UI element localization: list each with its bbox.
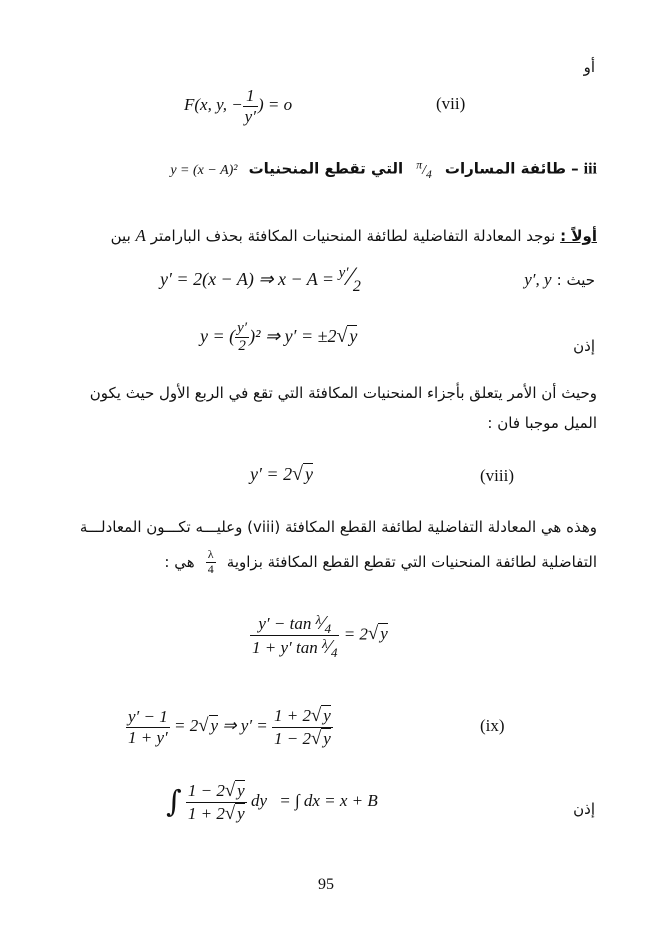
tan-denominator [250,636,339,659]
equation-viii-label: (viii) [480,466,514,485]
deriv-lhs: y′ = 2(x − A) ⇒ x − A = [160,269,335,289]
equation-vii [184,86,292,126]
label-therefore-2: إذن [573,800,595,818]
equation-ix-label: (ix) [480,716,505,735]
integral-sign: ∫ [166,784,182,820]
eq-vii-fraction [243,86,258,126]
ix-rhs-num: 1 + 2 [274,706,312,725]
tan-den-slash: ⁄ [327,636,331,658]
ix-implies: ⇒ y′ = [222,715,268,735]
integral-radicand-2: y [237,803,245,823]
eqy-radical: √ [336,324,348,347]
heading-angle: $^\pi/_4$ [416,158,432,181]
equation-viii [250,463,313,486]
tan-fraction [250,612,339,659]
ix-radical-1: √ [198,714,209,736]
ix-lhs-num: y′ − 1 [128,706,168,726]
paragraph-quadrant-line2: الميل موجبا فان : [487,414,597,432]
integral-radical-2: √ [224,802,236,824]
eq-vii-frac-num: 1 [243,86,258,107]
integral-radical-1: √ [224,780,236,801]
tan-den-angle-num: λ [321,636,328,651]
ix-radicand-2: y [323,706,331,725]
eq-viii-radicand: y [304,464,313,484]
tan-den-text: 1 + y′ tan [252,638,318,657]
integral-denominator [186,803,247,825]
ix-radical-2: √ [311,705,322,726]
eq-vii-prefix: F(x, y, − [184,94,243,114]
ix-mid: = 2 [174,715,199,735]
tan-radicand: y [380,624,388,644]
heading-roman: iii [583,160,597,178]
deriv-slash: ⁄ [348,262,353,291]
integral-den: 1 + 2 [187,803,225,823]
integral-radicand-1: y [237,781,245,800]
tan-num-angle-den: 4 [324,621,332,636]
conjunction-or: أو [583,58,595,76]
integral-fraction [186,780,247,824]
first-tail: بين [110,227,131,245]
viii-angle-num: λ [206,548,216,563]
section-heading [170,158,597,180]
equation-ix [126,705,333,749]
eqy-frac-den: 2 [238,338,246,355]
equation-y [200,320,357,356]
eqy-frac-num: y′ [235,320,249,338]
ix-radical-3: √ [311,727,322,749]
tan-den-angle-den: 4 [330,645,338,660]
eq-vii-frac-den: y′ [244,106,256,126]
integral-dy: dy [250,790,267,810]
eq-viii-radical: √ [292,463,303,485]
note-vars: y′, y [524,270,552,289]
page-number: 95 [318,876,334,893]
eqy-fraction [235,320,249,356]
heading-angle-den: 4 [425,167,432,181]
heading-family: y = (x − A)² [170,162,238,178]
heading-dash: – [571,159,579,178]
equation-integral [166,780,378,824]
tan-numerator [250,612,339,636]
equation-vii-label: (vii) [436,94,466,113]
eqy-mid: )² ⇒ y′ = ±2 [249,325,337,346]
viii-line2-b: هي : [164,552,195,571]
integral-rhs: = ∫ dx = x + B [279,790,378,810]
tan-rhs: = 2 [343,624,368,644]
ix-rhs-fraction [272,705,333,749]
ix-lhs-den: 1 + y′ [128,727,168,747]
tan-num-text: y′ − tan [258,614,312,633]
first-param: A [135,226,146,245]
ix-rhs-numerator [272,705,333,728]
tan-radical: √ [367,623,379,645]
integral-numerator [186,780,247,803]
equation-derivative [160,262,361,295]
ix-rhs-den: 1 − 2 [274,728,312,748]
first-label: أولاً : [560,227,597,245]
paragraph-first [111,226,597,246]
note-where: حيث : [556,271,595,289]
eqy-radicand: y [349,325,358,346]
equation-tan [250,612,388,659]
ix-radicand-3: y [323,728,331,748]
eq-vii-rhs: ) = o [257,94,293,114]
viii-angle [206,548,216,577]
label-therefore-1: إذن [573,337,595,355]
heading-angle-num: π [416,158,423,171]
integral-num: 1 − 2 [187,781,225,800]
viii-angle-den: 4 [207,561,214,576]
heading-text-2: التي تقطع المنحنيات [248,159,404,178]
derivative-note [524,270,595,290]
ix-rhs-denominator [272,728,333,750]
deriv-frac-den: 2 [352,278,361,295]
heading-text-1: طائفة المسارات [444,159,566,178]
ix-lhs-fraction [126,707,170,747]
tan-num-slash: ⁄ [321,612,325,634]
viii-line2-a: التفاضلية لطائفة المنحنيات التي تقطع القطع المكافئة بزاوية [226,552,597,571]
eq-viii-lhs: y′ = 2 [250,464,293,484]
first-text: نوجد المعادلة التفاضلية لطائفة المنحنيات المكافئة بحذف البارامتر [150,227,556,245]
paragraph-quadrant-line1: وحيث أن الأمر يتعلق بأجزاء المنحنيات المكافئة التي تقع في الربع الأول حيث يكون [89,384,597,402]
ix-radicand-1: y [210,715,219,735]
paragraph-viii-line2 [164,548,597,577]
tan-num-angle-num: λ [315,612,322,627]
eqy-lhs: y = ( [200,325,236,346]
paragraph-viii-line1: وهذه هي المعادلة التفاضلية لطائفة القطع المكافئة (viii) وعليـــه تكـــون المعادلـــة [79,518,597,536]
deriv-frac-num: y′ [338,265,349,281]
